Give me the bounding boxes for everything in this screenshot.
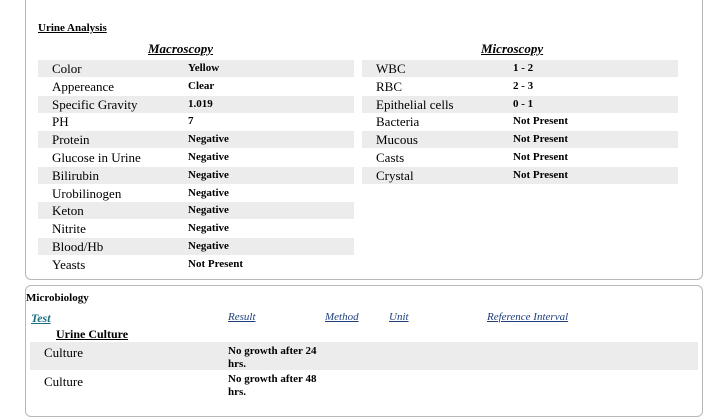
microscopy-value: 2 - 3 (513, 79, 534, 92)
microscopy-label: Casts (376, 150, 405, 165)
macroscopy-row (38, 131, 354, 148)
microscopy-label: WBC (376, 61, 406, 76)
macroscopy-value: Negative (188, 151, 229, 163)
macroscopy-row (38, 256, 354, 273)
macroscopy-value: Yellow (188, 62, 220, 74)
urine-subtitle: Urine Analysis (38, 22, 107, 34)
microscopy-row (362, 167, 678, 184)
macroscopy-label: Color (52, 61, 82, 76)
unit-column-header: Unit (389, 311, 409, 323)
macroscopy-label: Appereance (52, 78, 115, 94)
macroscopy-label: Protein (52, 132, 90, 148)
macroscopy-header: Macroscopy (148, 41, 213, 56)
microscopy-row (362, 78, 678, 95)
macroscopy-value: 7 (188, 115, 194, 128)
culture-label-1: Culture (44, 345, 83, 360)
microscopy-value: Not Present (513, 168, 569, 181)
microscopy-row (362, 131, 678, 148)
macroscopy-row (38, 238, 354, 255)
macroscopy-row (38, 202, 354, 219)
culture-result-2-line2: hrs. (228, 386, 247, 398)
culture-result-1-line1: No growth after 24 (228, 345, 317, 357)
microscopy-row (362, 149, 678, 166)
microscopy-label: Epithelial cells (376, 96, 454, 112)
microscopy-value: Not Present (513, 115, 569, 128)
microscopy-row (362, 113, 678, 130)
macroscopy-label: PH (52, 114, 69, 130)
macroscopy-value: Negative (188, 168, 229, 181)
microbiology-section-title: Microbiology (26, 292, 89, 304)
culture-label-2: Culture (44, 374, 83, 389)
microscopy-value: 0 - 1 (513, 97, 534, 110)
macroscopy-row (38, 96, 354, 113)
macroscopy-row (38, 113, 354, 130)
macroscopy-row (38, 78, 354, 95)
microscopy-value: 1 - 2 (513, 62, 534, 74)
macroscopy-label: Keton (52, 203, 84, 219)
macroscopy-label: Glucose in Urine (52, 150, 141, 165)
macroscopy-row (38, 220, 354, 237)
microscopy-label: Crystal (376, 167, 414, 183)
method-column-header: Method (325, 311, 359, 323)
macroscopy-label: Nitrite (52, 221, 86, 237)
microscopy-label: Mucous (376, 132, 418, 148)
microscopy-row (362, 60, 678, 77)
urine-culture-group-title: Urine Culture (56, 327, 129, 341)
macroscopy-value: Not Present (188, 257, 244, 270)
macroscopy-row (38, 149, 354, 166)
macroscopy-row (38, 185, 354, 202)
result-column-header: Result (228, 311, 256, 323)
macroscopy-label: Bilirubin (52, 167, 99, 183)
macroscopy-label: Yeasts (52, 256, 86, 272)
macroscopy-row (38, 167, 354, 184)
microscopy-row (362, 96, 678, 113)
reference-interval-column-header: Reference Interval (487, 311, 569, 323)
macroscopy-value: Negative (188, 204, 229, 217)
microscopy-header: Microscopy (481, 41, 544, 56)
microscopy-label: RBC (376, 78, 403, 94)
culture-row-48 (30, 371, 698, 399)
culture-result-1-line2: hrs. (228, 358, 247, 370)
macroscopy-value: Clear (188, 79, 215, 92)
macroscopy-label: Specific Gravity (52, 96, 138, 112)
microscopy-value: Not Present (513, 151, 569, 163)
macroscopy-label: Urobilinogen (52, 185, 122, 201)
test-column-header: Test (31, 311, 51, 325)
culture-result-2-line1: No growth after 48 (228, 373, 317, 385)
macroscopy-value: Negative (188, 240, 229, 252)
macroscopy-value: Negative (188, 133, 229, 146)
culture-row-24 (30, 342, 698, 370)
microscopy-value: Not Present (513, 133, 569, 146)
macroscopy-value: Negative (188, 222, 229, 235)
macroscopy-value: 1.019 (188, 97, 213, 110)
macroscopy-row (38, 60, 354, 77)
macroscopy-value: Negative (188, 186, 229, 199)
microscopy-label: Bacteria (376, 114, 420, 130)
macroscopy-label: Blood/Hb (52, 239, 104, 254)
